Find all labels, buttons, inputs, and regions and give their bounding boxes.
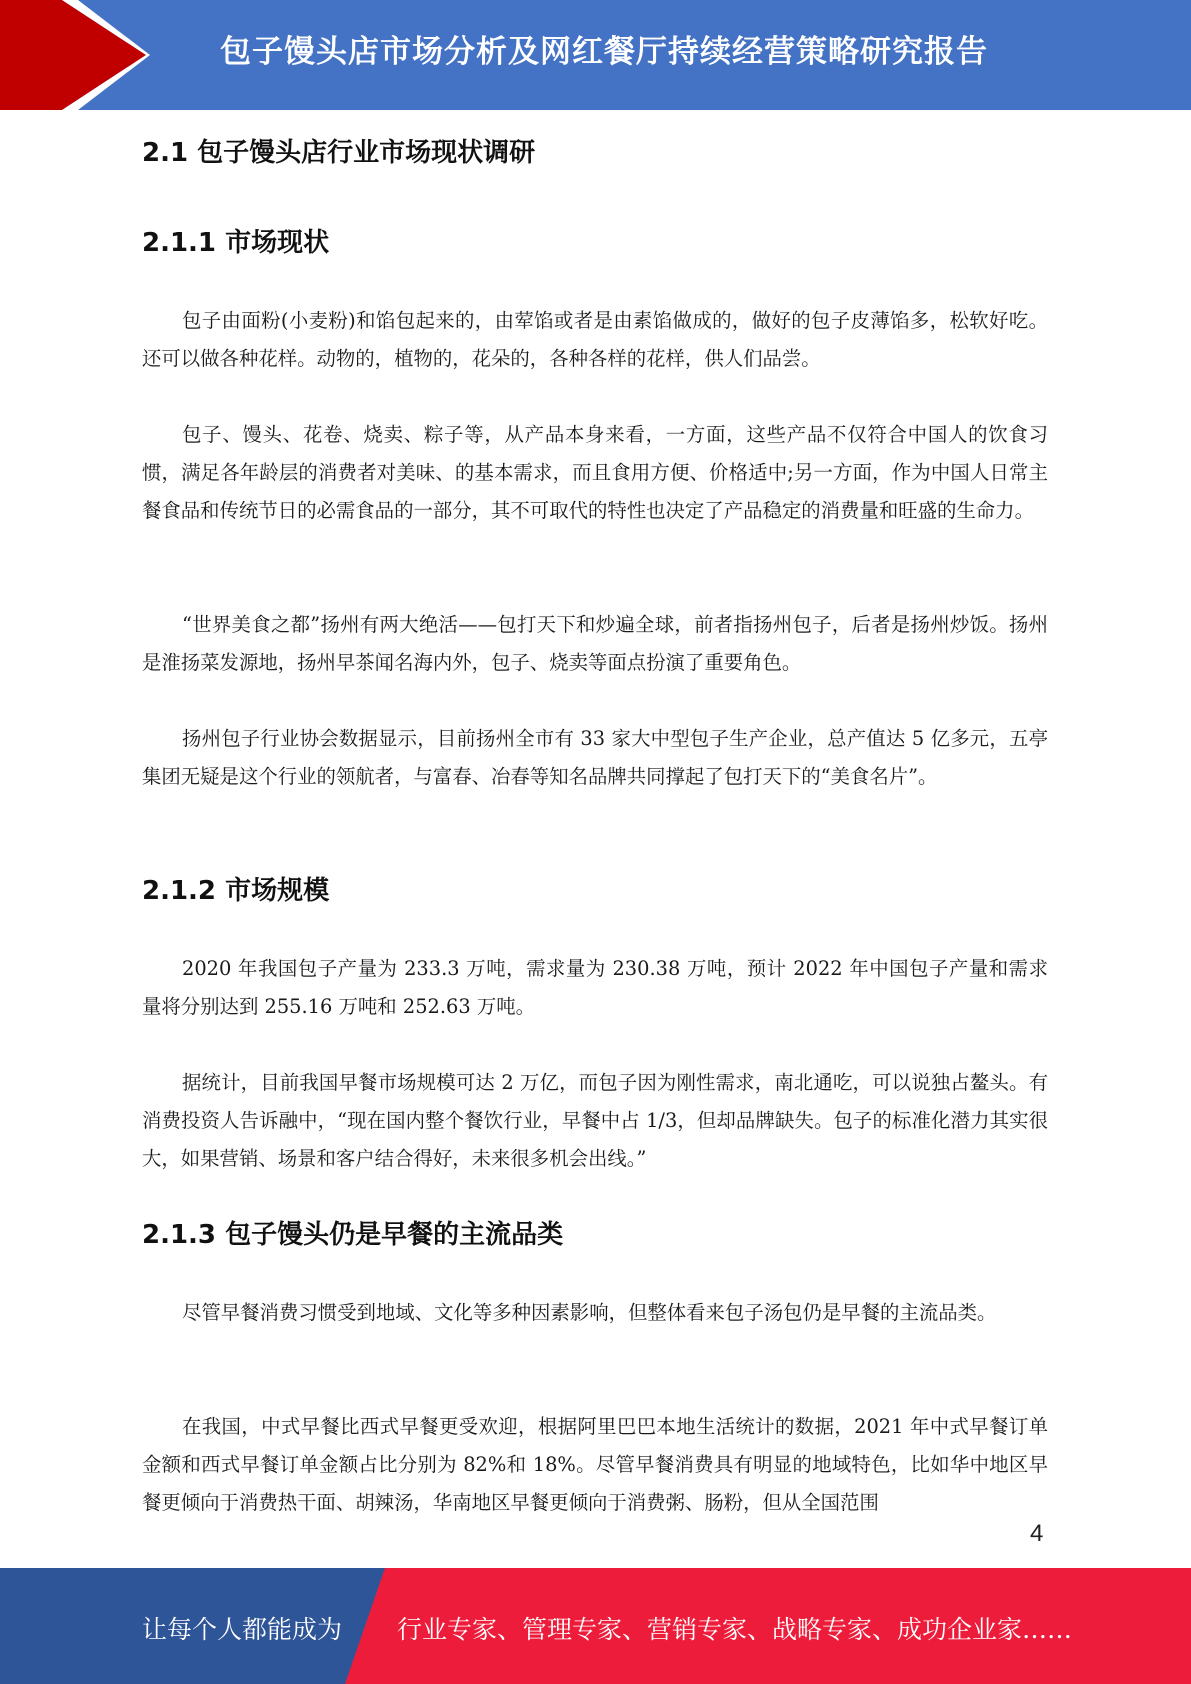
paragraph: 据统计，目前我国早餐市场规模可达 2 万亿，而包子因为刚性需求，南北通吃，可以说独占鳌头。有消费投资人告诉融中，“现在国内整个餐饮行业，早餐中占 1/3，但却品牌缺失。包子的标准化潜力其实很大，如果营销、场景和客户结合得好，未来很多机会出线。” (142, 1071, 1048, 1170)
paragraph: 包子由面粉(小麦粉)和馅包起来的，由荤馅或者是由素馅做成的，做好的包子皮薄馅多，松软好吃。还可以做各种花样。动物的，植物的，花朵的，各种各样的花样，供人们品尝。 (142, 309, 1048, 370)
page-footer (0, 1568, 1191, 1684)
section-heading-2-1-3: 2.1.3 包子馒头仍是早餐的主流品类 (142, 1220, 564, 1250)
footer-slogan-left: 让每个人都能成为 (142, 1615, 343, 1644)
paragraph: 尽管早餐消费习惯受到地域、文化等多种因素影响，但整体看来包子汤包仍是早餐的主流品类。 (182, 1301, 997, 1324)
paragraph: 2020 年我国包子产量为 233.3 万吨，需求量为 230.38 万吨，预计 2022 年中国包子产量和需求量将分别达到 255.16 万吨和 252.63 万吨。 (142, 957, 1048, 1018)
paragraph: “世界美食之都”扬州有两大绝活——包打天下和炒遍全球，前者指扬州包子，后者是扬州炒饭。扬州是淮扬菜发源地，扬州早茶闻名海内外，包子、烧卖等面点扮演了重要角色。 (142, 613, 1048, 674)
page-number: 4 (1030, 1520, 1044, 1547)
section-heading-2-1-1: 2.1.1 市场现状 (142, 228, 330, 258)
section-heading-2-1: 2.1 包子馒头店行业市场现状调研 (142, 138, 536, 168)
paragraph: 包子、馒头、花卷、烧卖、粽子等，从产品本身来看，一方面，这些产品不仅符合中国人的饮食习惯，满足各年龄层的消费者对美味、的基本需求，而且食用方便、价格适中;另一方面，作为中国人日常主餐食品和传统节日的必需食品的一部分，其不可取代的特性也决定了产品稳定的消费量和旺盛的生命力。 (142, 423, 1048, 522)
header-title: 包子馒头店市场分析及网红餐厅持续经营策略研究报告 (220, 34, 988, 70)
footer-slogan-right: 行业专家、管理专家、营销专家、战略专家、成功企业家…… (397, 1615, 1073, 1644)
section-heading-2-1-2: 2.1.2 市场规模 (142, 876, 330, 906)
paragraph: 扬州包子行业协会数据显示，目前扬州全市有 33 家大中型包子生产企业，总产值达 5 亿多元，五亭集团无疑是这个行业的领航者，与富春、冶春等知名品牌共同撑起了包打天下的“美食名片”。 (142, 727, 1048, 788)
paragraph: 在我国，中式早餐比西式早餐更受欢迎，根据阿里巴巴本地生活统计的数据，2021 年中式早餐订单金额和西式早餐订单金额占比分别为 82%和 18%。尽管早餐消费具有明显的地域特色，比如华中地区早餐更倾向于消费热干面、胡辣汤，华南地区早餐更倾向于消费粥、肠粉，但从全国范围 (142, 1415, 1048, 1514)
page-header (0, 0, 1191, 110)
